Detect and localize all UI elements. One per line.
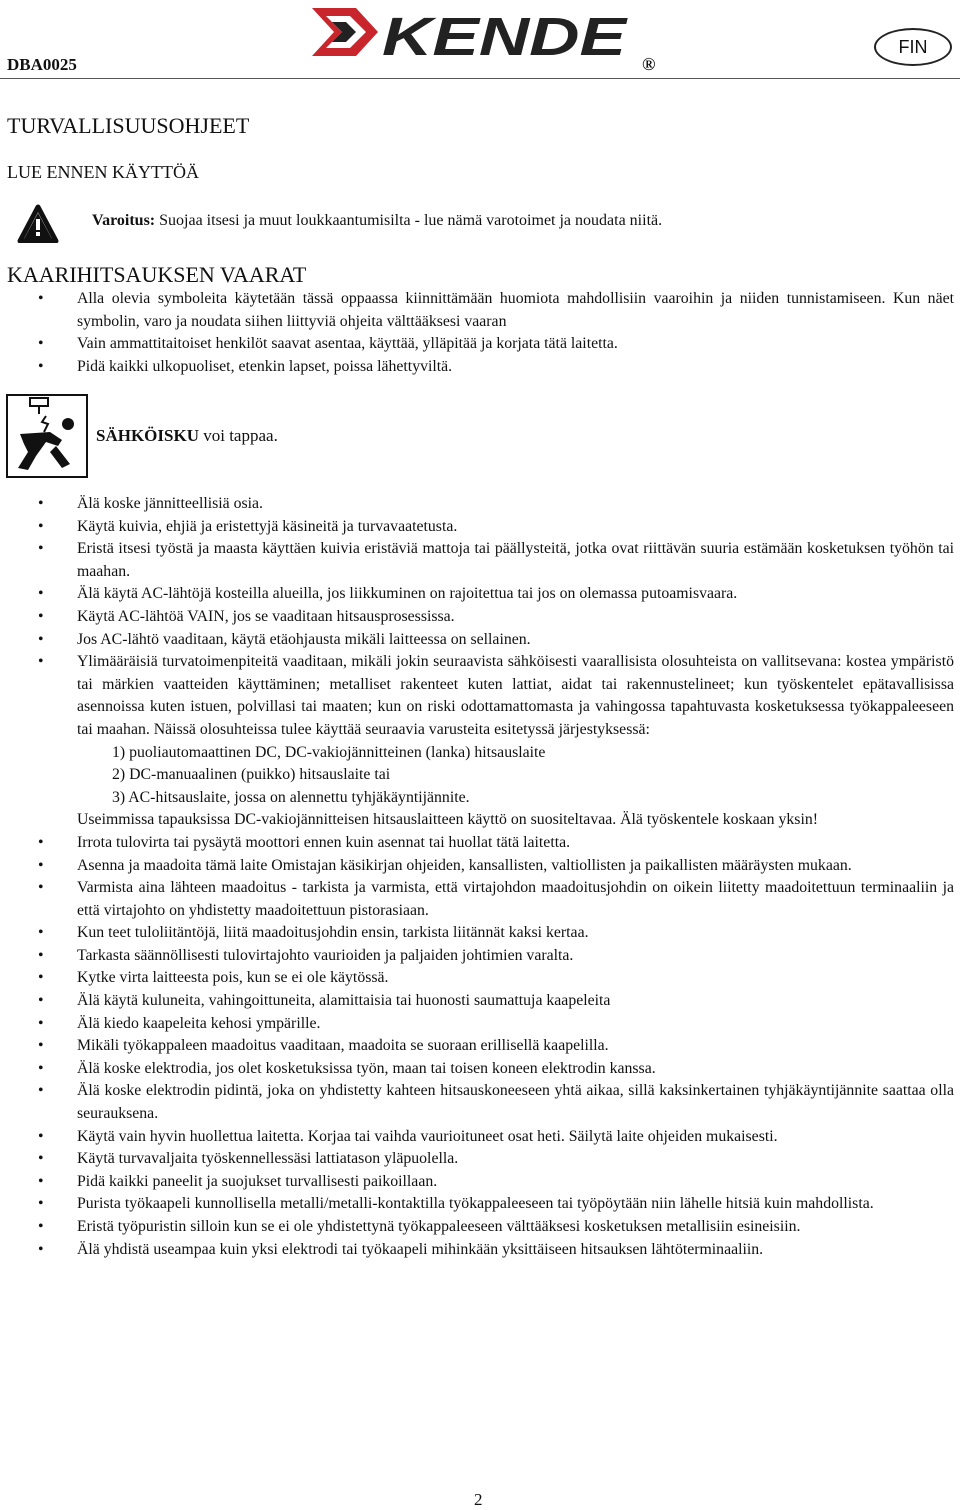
arc-hazards-heading: KAARIHITSAUKSEN VAARAT xyxy=(7,262,307,287)
shock-label: SÄHKÖISKU xyxy=(96,426,199,445)
list-item: • Alla olevia symboleita käytetään tässä oppaassa kiinnittämään huomiota mahdollisiin vaaroihin ja niiden tunnistamiseen. Kun näet symbolin, varo ja noudata siihen liittyviä ohjeita välttääksesi vaaran xyxy=(38,288,954,333)
page-title: TURVALLISUUSOHJEET xyxy=(7,113,250,138)
kende-logo xyxy=(306,2,634,66)
list-item: • Käytä turvavaljaita työskennellessäsi lattiatason yläpuolella. xyxy=(38,1148,954,1171)
list-item: • Eristä työpuristin silloin kun se ei ole yhdistettynä työkappaleeseen välttääksesi kosketuksen metallisiin esineisiin. xyxy=(38,1216,954,1239)
logo-wordmark: KENDE xyxy=(382,7,629,66)
language-badge: FIN xyxy=(874,28,952,66)
equipment-option: 1) puoliautomaattinen DC, DC-vakiojännitteinen (lanka) hitsauslaite xyxy=(112,743,546,761)
list-item: • Älä käytä kuluneita, vahingoittuneita, alamittaisia tai huonosti saumattuja kaapeleita xyxy=(38,990,954,1013)
warning-label: Varoitus: xyxy=(92,212,156,229)
shock-list-a xyxy=(38,493,954,1261)
extra-precautions-outro: Useimmissa tapauksissa DC-vakiojännitteisen hitsauslaitteen käyttö on suositeltavaa. Älä työskentele koskaan yksin! xyxy=(77,811,818,829)
registered-mark: ® xyxy=(642,54,656,74)
list-item: • Vain ammattitaitoiset henkilöt saavat asentaa, käyttää, ylläpitää ja korjata tätä laitetta. xyxy=(38,333,954,356)
list-item: • Käytä AC-lähtöä VAIN, jos se vaaditaan hitsausprosessissa. xyxy=(38,606,954,629)
page-subtitle: LUE ENNEN KÄYTTÖÄ xyxy=(7,162,199,182)
list-item: • Kun teet tuloliitäntöjä, liitä maadoitusjohdin ensin, tarkista liitännät kaksi kertaa. xyxy=(38,922,954,945)
list-item: • Älä käytä AC-lähtöjä kosteilla alueilla, jos liikkuminen on rajoitettua tai jos on olemassa putoamisvaara. xyxy=(38,583,954,606)
list-item: • Tarkasta säännöllisesti tulovirtajohto vaurioiden ja paljaiden johtimien varalta. xyxy=(38,945,954,968)
warning-statement xyxy=(92,212,662,230)
warning-icon xyxy=(14,201,62,243)
list-item: • Jos AC-lähtö vaaditaan, käytä etäohjausta mikäli laitteessa on sellainen. xyxy=(38,629,954,652)
equipment-option: 3) AC-hitsauslaite, jossa on alennettu tyhjäkäyntijännite. xyxy=(112,788,470,806)
document-code: DBA0025 xyxy=(7,55,77,74)
extra-precautions-intro: • Ylimääräisiä turvatoimenpiteitä vaaditaan, mikäli jokin seuraavista sähköisesti vaarallisista olosuhteista on vallitsevana: kostea ympäristö tai märkien vaatteiden käyttäminen; metalliset rakenteet kuten lattiat, aidat tai rakennustelineet; kun työskentelet epätavallisissa asennoissa kuten istuen, polvillasi tai maaten; kun on riski odottamattomasta ja vahingossa tapahtuvasta kosketuksessa työkappaleeseen tai maahan. Näissä olosuhteissa tulee käyttää seuraavia varusteita esitetyssä järjestyksessä: xyxy=(77,653,954,738)
list-item: • Asenna ja maadoita tämä laite Omistajan käsikirjan ohjeiden, kansallisten, valtiollisten ja paikallisten määräysten mukaan. xyxy=(38,855,954,878)
electric-shock-icon xyxy=(6,394,88,478)
list-item: • Eristä itsesi työstä ja maasta käyttäen kuivia eristäviä mattoja tai päällysteitä, jotka ovat riittävän suuria estämään kosketuksen työhön tai maahan. xyxy=(38,538,954,583)
list-item: • Irrota tulovirta tai pysäytä moottori ennen kuin asennat tai huollat tätä laitetta. xyxy=(38,832,954,855)
list-item: • Älä yhdistä useampaa kuin yksi elektrodi tai työkaapeli mihinkään yksittäiseen hitsauksen lähtöterminaaliin. xyxy=(38,1239,954,1262)
list-item: • Kytke virta laitteesta pois, kun se ei ole käytössä. xyxy=(38,967,954,990)
list-item: • Älä koske elektrodia, jos olet kosketuksissa työn, maan tai toisen koneen elektrodin kanssa. xyxy=(38,1058,954,1081)
shock-label-rest: voi tappaa. xyxy=(198,426,278,445)
page-number: 2 xyxy=(474,1490,483,1509)
list-item: • Varmista aina lähteen maadoitus - tarkista ja varmista, että virtajohdon maadoitusjohdin on oikein liitetty maadoitettuun terminaaliin ja että virtajohto on yhdistetty maadoitettuun pistorasiaan. xyxy=(38,877,954,922)
arc-hazards-list xyxy=(38,288,954,378)
list-item: • Älä kiedo kaapeleita kehosi ympärille. xyxy=(38,1013,954,1036)
list-item: • Käytä vain hyvin huollettua laitetta. Korjaa tai vaihda vaurioituneet osat heti. Säilytä laite ohjeiden mukaisesti. xyxy=(38,1126,954,1149)
list-item: • Älä koske elektrodin pidintä, joka on yhdistetty kahteen hitsauskoneeseen yhtä aikaa, sillä kaksinkertainen tyhjäkäyntijännite saattaa olla seurauksena. xyxy=(38,1080,954,1125)
list-item: • Purista työkaapeli kunnollisella metalli/metalli-kontaktilla työkappaleeseen tai työpöytään niin lähelle hitsiä kuin mahdollista. xyxy=(38,1193,954,1216)
list-item: • Käytä kuivia, ehjiä ja eristettyjä käsineitä ja turvavaatetusta. xyxy=(38,516,954,539)
list-item: • Mikäli työkappaleen maadoitus vaaditaan, maadoita se suoraan erillisellä kaapelilla. xyxy=(38,1035,954,1058)
list-item-extra-precautions xyxy=(38,651,954,832)
list-item: • Älä koske jännitteellisiä osia. xyxy=(38,493,954,516)
list-item: • Pidä kaikki paneelit ja suojukset turvallisesti paikoillaan. xyxy=(38,1171,954,1194)
list-item: • Pidä kaikki ulkopuoliset, etenkin lapset, poissa lähettyviltä. xyxy=(38,356,954,379)
header-divider xyxy=(0,78,960,79)
warning-body: Suojaa itsesi ja muut loukkaantumisilta - lue nämä varotoimet ja noudata niitä. xyxy=(155,212,663,229)
shock-warning xyxy=(96,426,278,446)
equipment-option: 2) DC-manuaalinen (puikko) hitsauslaite tai xyxy=(112,766,391,784)
